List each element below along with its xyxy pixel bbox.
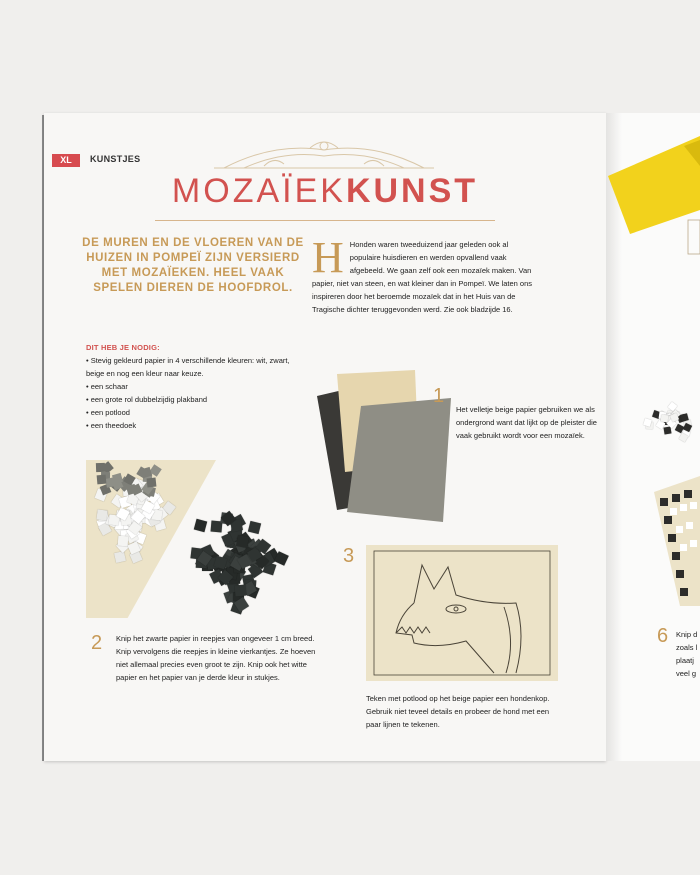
tile: [96, 462, 105, 471]
mosaic-pieces-photo: [638, 392, 700, 446]
title-rule: [155, 220, 495, 221]
body-text: Honden waren tweeduizend jaar geleden ook al populaire huisdieren en werden opvallend vaak afgebeeld. We gaan zelf ook een mozaïek maken. Van papier, niet van steen, en wat kleiner dan in Pompeï. We laten ons inspireren door het beroemde mozaïek dat in het Huis van de Tragische dichter teruggevonden werd. Zie ook bladzijde 16.: [312, 240, 532, 314]
list-item: • een theedoek: [86, 421, 137, 430]
tile: [97, 474, 107, 484]
tile: [96, 509, 107, 520]
intro-text: DE MUREN EN DE VLOEREN VAN DE HUIZEN IN POMPEÏ ZIJN VERSIERD MET MOZAÏEKEN. HEEL VAAK SPELEN DIEREN DE HOOFDROL.: [82, 237, 304, 294]
list-item: • een grote rol dubbelzijdig plakband: [86, 395, 208, 404]
list-item: • een potlood: [86, 408, 130, 417]
step-number: 1: [433, 385, 445, 407]
page-title: [150, 172, 500, 211]
section-label: KUNSTJES: [90, 154, 141, 164]
ornament-icon: [214, 138, 434, 172]
yellow-paper-photo: [606, 136, 700, 256]
step-text: Knip d zoals l plaatj veel g: [676, 630, 698, 678]
body-paragraph: [312, 233, 537, 316]
dog-sketch-photo: [366, 545, 558, 681]
step-number: 6: [657, 625, 669, 647]
step-number: 3: [343, 545, 355, 567]
black-tiles-photo: [174, 505, 294, 615]
tile: [248, 521, 261, 534]
materials-title: DIT HEB JE NODIG:: [86, 343, 160, 352]
list-item: • Stevig gekleurd papier in 4 verschillende kleuren: wit, zwart, beige en nog een kleur naar keuze.: [86, 356, 290, 378]
drop-cap: H: [312, 233, 344, 282]
title-bold: KUNST: [345, 172, 479, 210]
mosaic-border-photo: [650, 476, 700, 606]
list-item: • een schaar: [86, 382, 128, 391]
tile: [194, 518, 207, 531]
materials-list: [86, 354, 296, 432]
step-text: Teken met potlood op het beige papier een hondenkop. Gebruik niet teveel details en probeer de hond met een paar lijnen te tekenen.: [366, 694, 550, 729]
tile: [235, 585, 247, 597]
title-light: MOZAÏEK: [171, 172, 346, 210]
tile: [114, 551, 126, 563]
category-tag: XL: [52, 154, 80, 167]
tile: [660, 415, 668, 423]
step-number: 2: [91, 632, 103, 654]
tile: [680, 413, 689, 422]
step-text: Het velletje beige papier gebruiken we als ondergrond want dat lijkt op de pleister die vaak gebruikt wordt voor een mozaïek.: [456, 405, 597, 440]
step-text: Knip het zwarte papier in reepjes van ongeveer 1 cm breed. Knip vervolgens die reepjes in kleine vierkantjes. Ze hoeven niet allemaal precies even groot te zijn. Knip ook het witte papier en het papier van je derde kleur in stukjes.: [116, 634, 316, 682]
tile: [146, 477, 156, 487]
